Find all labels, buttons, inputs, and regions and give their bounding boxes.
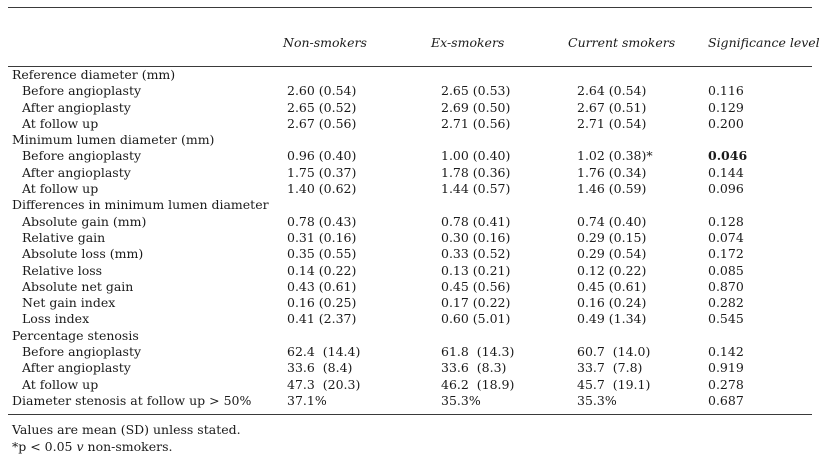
row-label: After angioplasty [22, 164, 131, 180]
cell-c3: 0.16 (0.24) [577, 295, 647, 311]
table-row [0, 279, 820, 295]
cell-c2: 1.44 (0.57) [441, 181, 511, 197]
footnote-prefix: *p < 0.05 [12, 439, 77, 454]
cell-c1: 0.41 (2.37) [287, 311, 357, 327]
cell-c2: 2.69 (0.50) [441, 99, 511, 115]
row-label: At follow up [22, 376, 99, 392]
cell-c1: 62.4 (14.4) [287, 344, 361, 360]
cell-c4: 0.129 [708, 99, 744, 115]
cell-c1: 37.1% [287, 392, 327, 408]
cell-c2: 0.33 (0.52) [441, 246, 511, 262]
cell-c2: 1.78 (0.36) [441, 164, 511, 180]
row-label: At follow up [22, 181, 99, 197]
table-row [0, 214, 820, 230]
header-ex-smokers: Ex-smokers [431, 35, 505, 50]
table-row [0, 344, 820, 360]
cell-c3: 33.7 (7.8) [577, 360, 643, 376]
table-row [0, 165, 820, 181]
cell-c4: 0.870 [708, 278, 744, 294]
section-row [0, 328, 820, 344]
cell-c4: 0.085 [708, 262, 744, 278]
cell-c3: 60.7 (14.0) [577, 344, 651, 360]
section-row [0, 393, 820, 409]
table-row [0, 181, 820, 197]
cell-c3: 0.29 (0.15) [577, 229, 647, 245]
footnote-versus: v [76, 439, 84, 454]
row-label: Differences in minimum lumen diameter [12, 197, 269, 213]
row-label: Loss index [22, 311, 90, 327]
cell-c1: 2.67 (0.56) [287, 115, 357, 131]
cell-c2: 0.30 (0.16) [441, 229, 511, 245]
table-row [0, 263, 820, 279]
cell-c4: 0.687 [708, 392, 744, 408]
table-row [0, 311, 820, 327]
table-row [0, 230, 820, 246]
cell-c3: 2.71 (0.54) [577, 115, 647, 131]
cell-c1: 1.40 (0.62) [287, 181, 357, 197]
row-label: Diameter stenosis at follow up > 50% [12, 392, 252, 408]
cell-c4: 0.172 [708, 246, 744, 262]
cell-c1: 47.3 (20.3) [287, 376, 361, 392]
row-label: Minimum lumen diameter (mm) [12, 132, 215, 148]
cell-c3: 0.29 (0.54) [577, 246, 647, 262]
footnote-mean-sd: Values are mean (SD) unless stated. [12, 422, 241, 437]
header-significance-level: Significance level [708, 35, 820, 50]
table-row [0, 148, 820, 164]
cell-c3: 0.49 (1.34) [577, 311, 647, 327]
row-label: Absolute gain (mm) [22, 213, 147, 229]
cell-c2: 35.3% [441, 392, 481, 408]
cell-c3: 1.76 (0.34) [577, 164, 647, 180]
cell-c2: 2.65 (0.53) [441, 83, 511, 99]
cell-c2: 46.2 (18.9) [441, 376, 515, 392]
header-current-smokers: Current smokers [568, 35, 676, 50]
row-label: Before angioplasty [22, 148, 142, 164]
cell-c4: 0.282 [708, 295, 744, 311]
footnote-significance [12, 439, 173, 454]
footnote-suffix: non-smokers. [83, 439, 173, 454]
cell-c4: 0.096 [708, 181, 744, 197]
row-label: Relative loss [22, 262, 103, 278]
cell-c2: 0.13 (0.21) [441, 262, 511, 278]
cell-c3: 2.64 (0.54) [577, 83, 647, 99]
table-bottom-rule [8, 414, 812, 415]
cell-c2: 33.6 (8.3) [441, 360, 507, 376]
row-label: Reference diameter (mm) [12, 67, 176, 82]
cell-c1: 0.43 (0.61) [287, 278, 357, 294]
row-label: Before angioplasty [22, 83, 142, 99]
cell-c4: 0.046 [708, 148, 748, 164]
cell-c3: 0.12 (0.22) [577, 262, 647, 278]
table-row [0, 83, 820, 99]
cell-c4: 0.142 [708, 344, 744, 360]
table-body [0, 67, 820, 409]
cell-c3: 35.3% [577, 392, 617, 408]
cell-c2: 2.71 (0.56) [441, 115, 511, 131]
row-label: Before angioplasty [22, 344, 142, 360]
row-label: Percentage stenosis [12, 327, 139, 343]
table-row [0, 295, 820, 311]
row-label: Relative gain [22, 229, 106, 245]
cell-c1: 1.75 (0.37) [287, 164, 357, 180]
cell-c2: 1.00 (0.40) [441, 148, 511, 164]
cell-c1: 33.6 (8.4) [287, 360, 353, 376]
cell-c1: 2.65 (0.52) [287, 99, 357, 115]
cell-c1: 0.31 (0.16) [287, 229, 357, 245]
table-row [0, 360, 820, 376]
cell-c3: 1.46 (0.59) [577, 181, 647, 197]
cell-c1: 0.96 (0.40) [287, 148, 357, 164]
cell-c1: 0.78 (0.43) [287, 213, 357, 229]
row-label: At follow up [22, 115, 99, 131]
section-row [0, 67, 820, 83]
cell-c2: 0.78 (0.41) [441, 213, 511, 229]
cell-c4: 0.128 [708, 213, 744, 229]
table-row [0, 377, 820, 393]
table-top-rule [8, 7, 812, 8]
cell-c4: 0.116 [708, 83, 744, 99]
table-row [0, 116, 820, 132]
cell-c4: 0.200 [708, 115, 744, 131]
cell-c2: 0.45 (0.56) [441, 278, 511, 294]
row-label: Absolute net gain [22, 278, 134, 294]
cell-c1: 0.16 (0.25) [287, 295, 357, 311]
row-label: After angioplasty [22, 99, 131, 115]
cell-c4: 0.919 [708, 360, 744, 376]
cell-c2: 61.8 (14.3) [441, 344, 515, 360]
cell-c1: 0.35 (0.55) [287, 246, 357, 262]
table-row [0, 100, 820, 116]
row-label: Absolute loss (mm) [22, 246, 144, 262]
section-row [0, 197, 820, 213]
cell-c4: 0.144 [708, 164, 744, 180]
section-row [0, 132, 820, 148]
cell-c4: 0.545 [708, 311, 744, 327]
table-row [0, 246, 820, 262]
cell-c4: 0.074 [708, 229, 744, 245]
cell-c1: 0.14 (0.22) [287, 262, 357, 278]
cell-c3: 0.45 (0.61) [577, 278, 647, 294]
header-non-smokers: Non-smokers [283, 35, 367, 50]
cell-c2: 0.17 (0.22) [441, 295, 511, 311]
cell-c3: 45.7 (19.1) [577, 376, 651, 392]
cell-c4: 0.278 [708, 376, 744, 392]
cell-c1: 2.60 (0.54) [287, 83, 357, 99]
row-label: After angioplasty [22, 360, 131, 376]
table-header [0, 35, 820, 55]
cell-c2: 0.60 (5.01) [441, 311, 511, 327]
cell-c3: 1.02 (0.38)* [577, 148, 653, 164]
row-label: Net gain index [22, 295, 116, 311]
cell-c3: 2.67 (0.51) [577, 99, 647, 115]
cell-c3: 0.74 (0.40) [577, 213, 647, 229]
